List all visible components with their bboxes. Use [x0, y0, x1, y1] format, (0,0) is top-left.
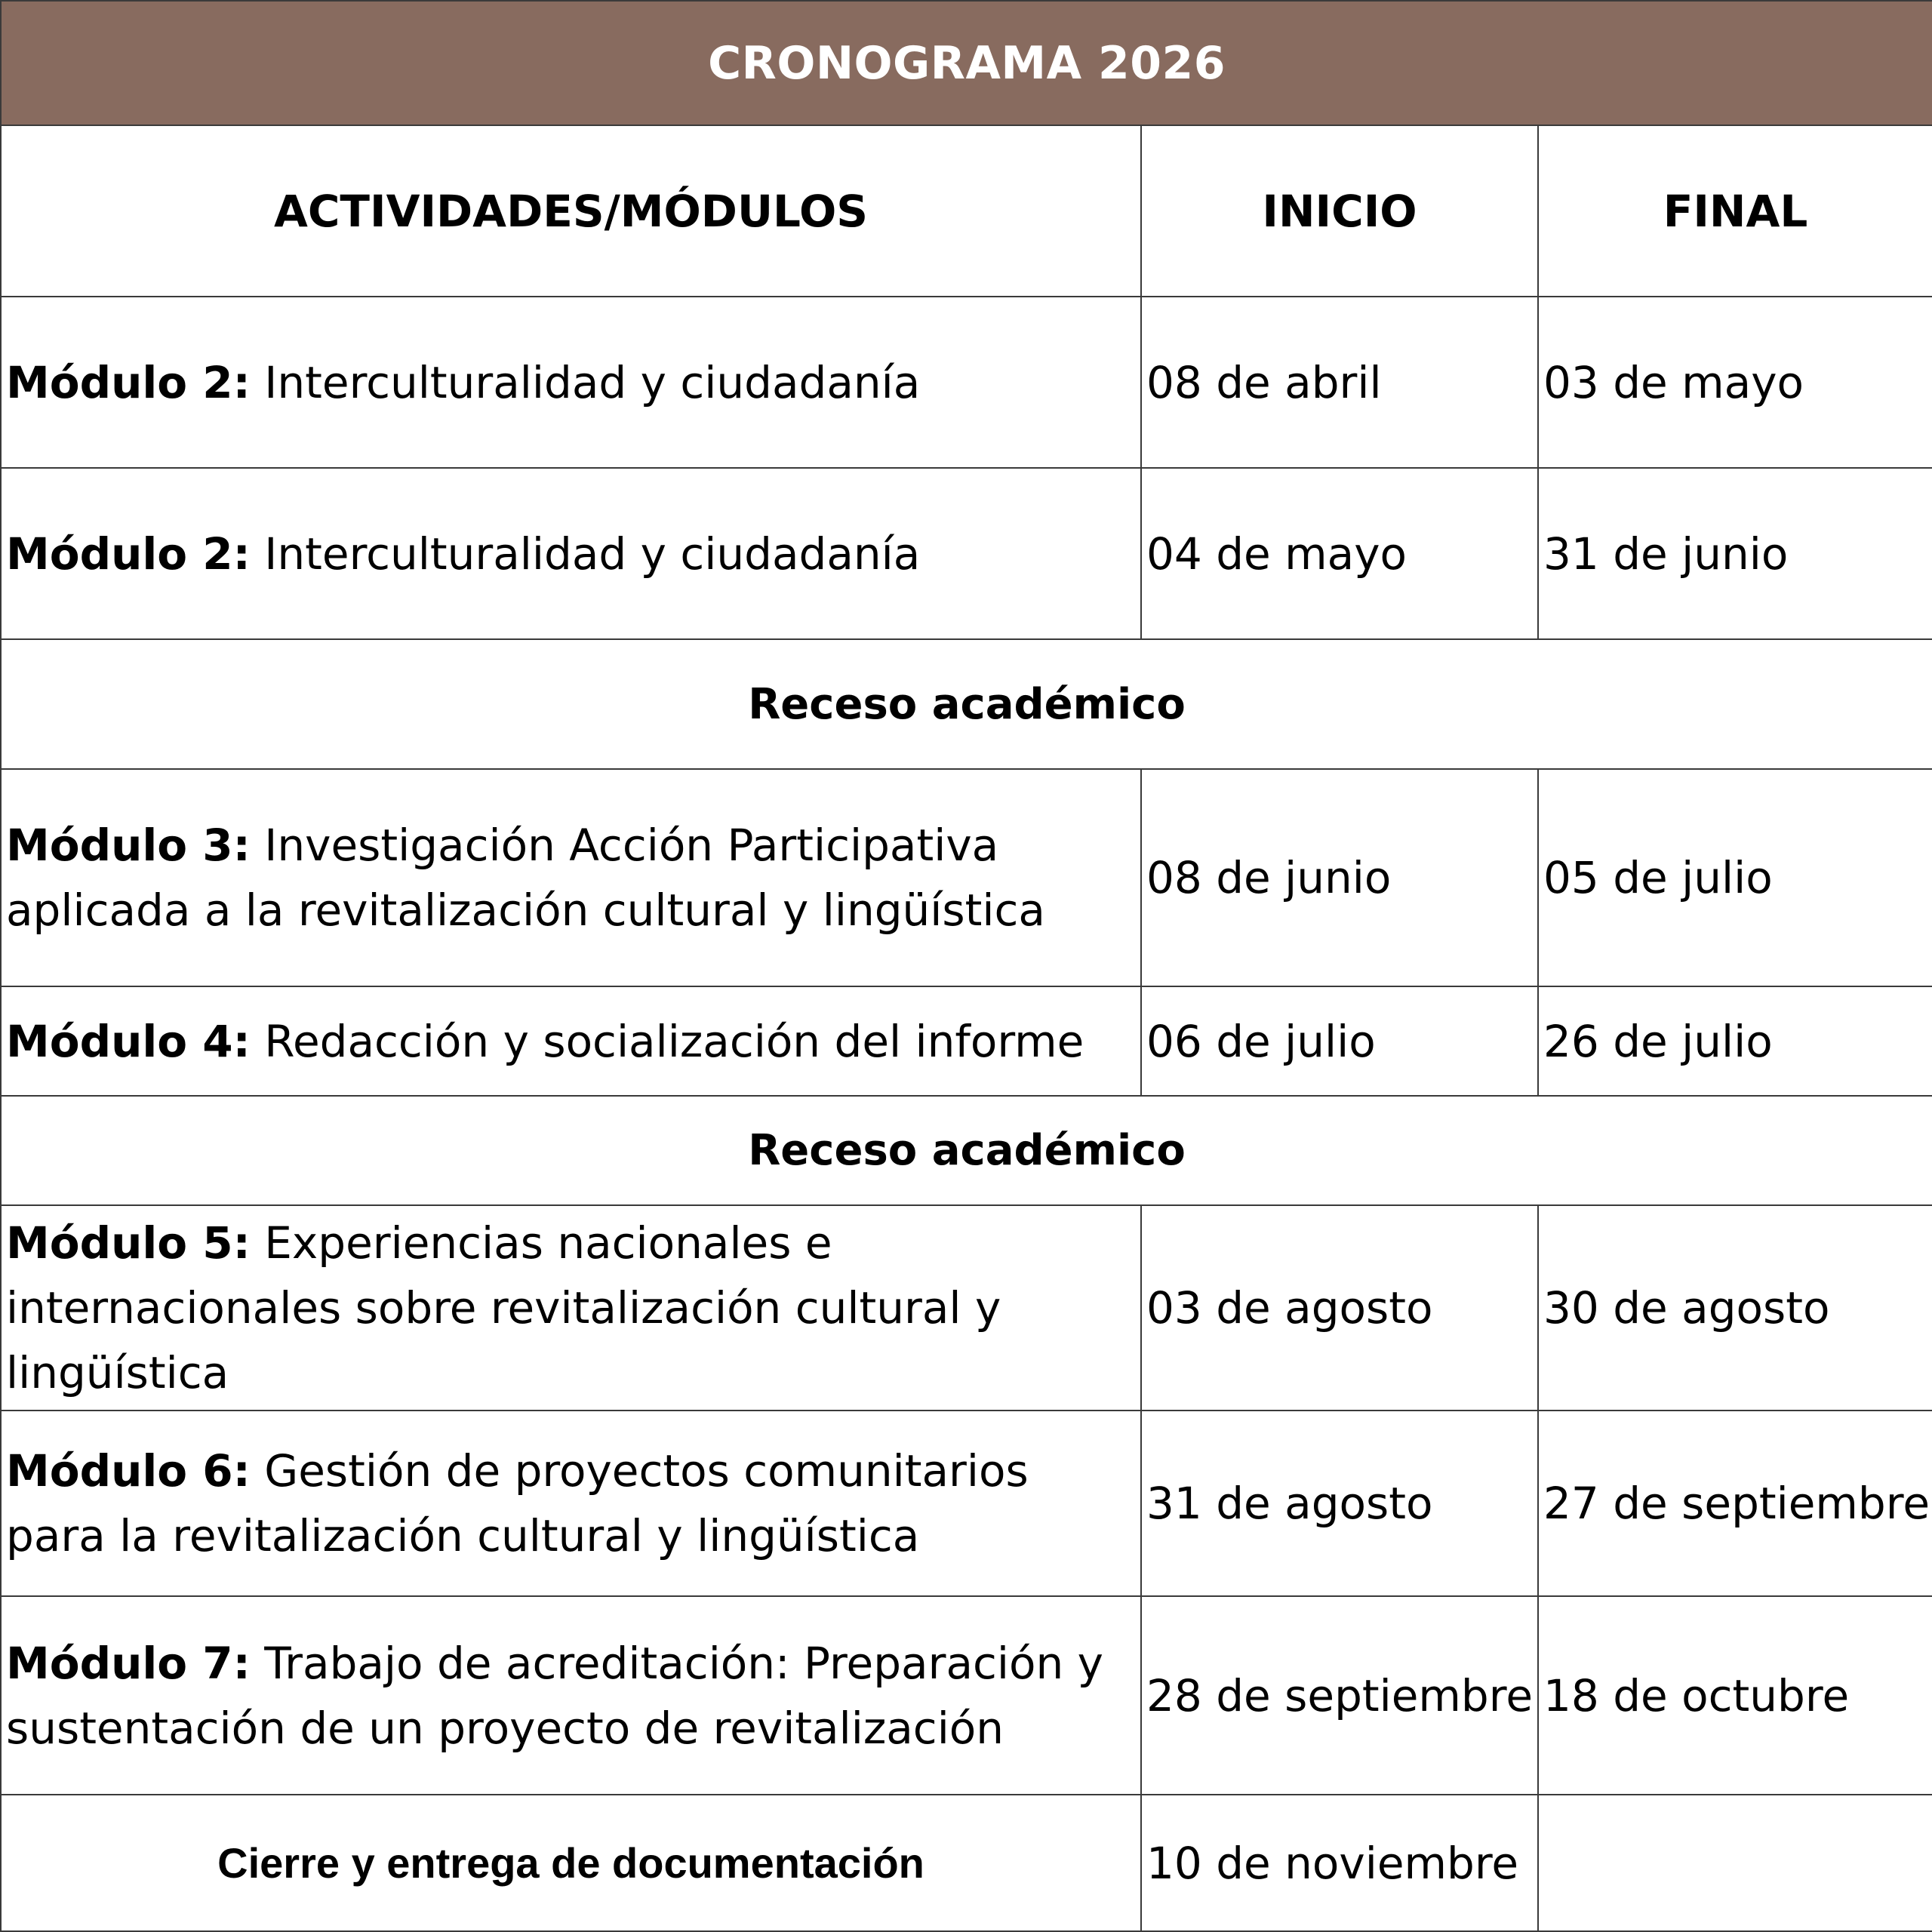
table-row	[1, 769, 1932, 986]
recess-row	[1, 1096, 1932, 1205]
start-date: 08 de junio	[1141, 769, 1538, 986]
end-date	[1538, 1795, 1932, 1931]
start-date: 06 de julio	[1141, 986, 1538, 1096]
header-end: FINAL	[1538, 125, 1932, 297]
module-label: Módulo 2:	[6, 356, 251, 408]
table-row	[1, 1596, 1932, 1795]
module-description: Experiencias nacionales e internacionales sobre revitalización cultural y lingüística	[6, 1217, 1001, 1398]
module-description: Trabajo de acreditación: Preparación y sustentación de un proyecto de revitalización	[6, 1637, 1103, 1754]
end-date: 30 de agosto	[1538, 1205, 1932, 1411]
module-label: Módulo 6:	[6, 1445, 251, 1497]
table-row	[1, 1411, 1932, 1596]
activity-cell	[1, 468, 1141, 639]
activity-cell	[1, 1205, 1141, 1411]
schedule-title: CRONOGRAMA 2026	[1, 1, 1932, 125]
activity-cell	[1, 769, 1141, 986]
end-date: 26 de julio	[1538, 986, 1932, 1096]
recess-label: Receso académico	[1, 639, 1932, 769]
module-description: Redacción y socialización del informe	[264, 1015, 1084, 1067]
table-row	[1, 468, 1932, 639]
module-description: Interculturalidad y ciudadanía	[264, 356, 921, 408]
activity-cell	[1, 1596, 1141, 1795]
start-date: 28 de septiembre	[1141, 1596, 1538, 1795]
recess-label: Receso académico	[1, 1096, 1932, 1205]
module-label: Módulo 2:	[6, 528, 251, 580]
table-row	[1, 297, 1932, 468]
closing-label: Cierre y entrega de documentación	[1, 1795, 1141, 1931]
start-date: 04 de mayo	[1141, 468, 1538, 639]
end-date: 18 de octubre	[1538, 1596, 1932, 1795]
header-activities: ACTIVIDADES/MÓDULOS	[1, 125, 1141, 297]
activity-cell	[1, 297, 1141, 468]
module-label: Módulo 7:	[6, 1637, 251, 1689]
table-row	[1, 986, 1932, 1096]
activity-cell	[1, 986, 1141, 1096]
recess-row	[1, 639, 1932, 769]
table-row	[1, 1205, 1932, 1411]
module-label: Módulo 4:	[6, 1015, 251, 1067]
activity-cell	[1, 1411, 1141, 1596]
end-date: 27 de septiembre	[1538, 1411, 1932, 1596]
module-label: Módulo 3:	[6, 820, 251, 871]
start-date: 10 de noviembre	[1141, 1795, 1538, 1931]
header-start: INICIO	[1141, 125, 1538, 297]
start-date: 31 de agosto	[1141, 1411, 1538, 1596]
module-description: Gestión de proyectos comunitarios para la revitalización cultural y lingüística	[6, 1445, 1029, 1561]
end-date: 03 de mayo	[1538, 297, 1932, 468]
module-label: Módulo 5:	[6, 1217, 251, 1269]
start-date: 03 de agosto	[1141, 1205, 1538, 1411]
start-date: 08 de abril	[1141, 297, 1538, 468]
module-description: Interculturalidad y ciudadanía	[264, 528, 921, 580]
end-date: 05 de julio	[1538, 769, 1932, 986]
end-date: 31 de junio	[1538, 468, 1932, 639]
module-description: Investigación Acción Participativa aplicada a la revitalización cultural y lingüística	[6, 820, 1045, 936]
closing-row	[1, 1795, 1932, 1931]
